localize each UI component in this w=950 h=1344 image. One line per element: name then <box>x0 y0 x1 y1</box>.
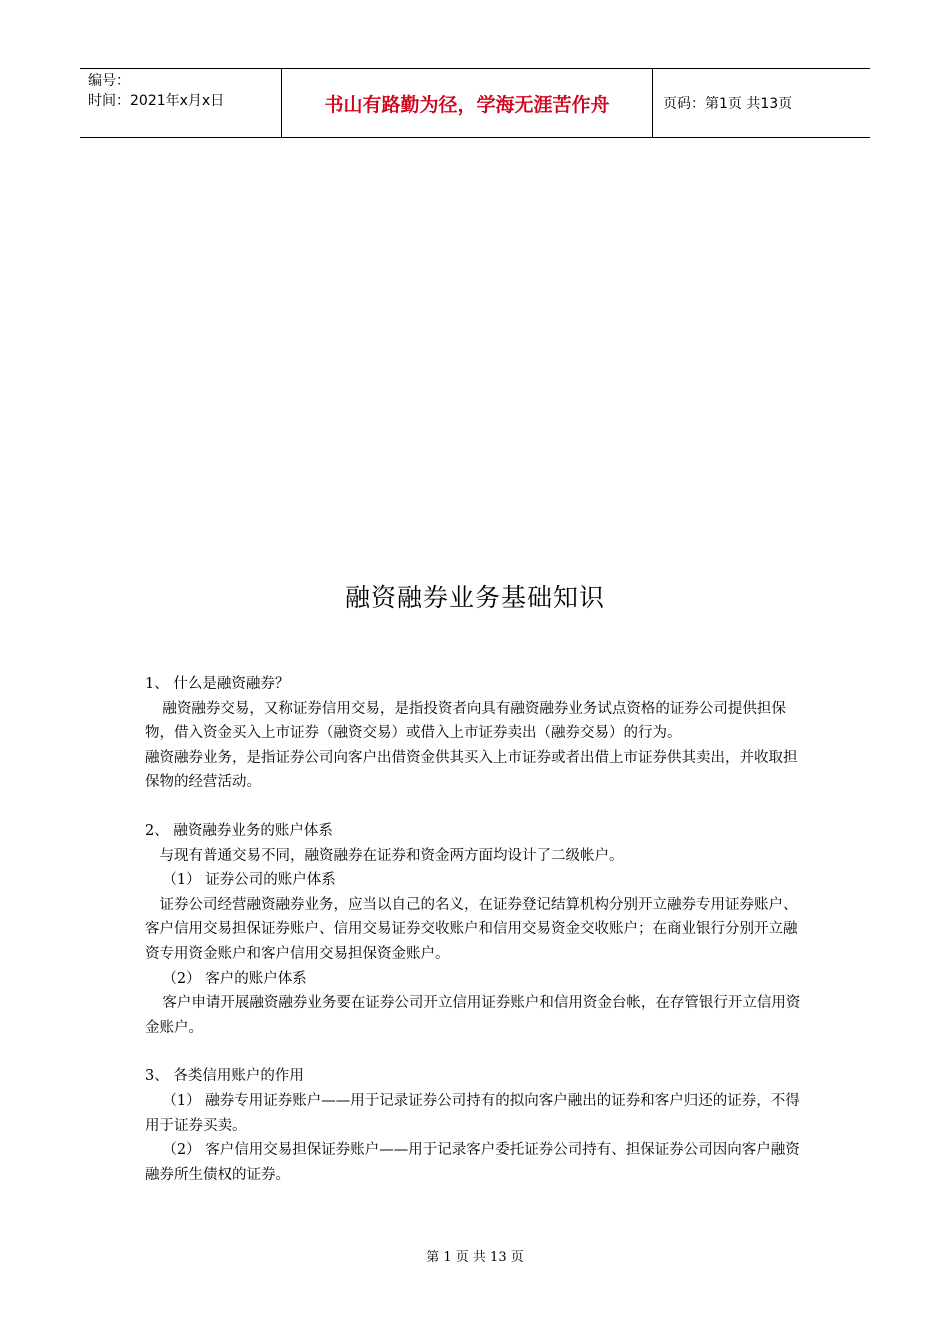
section-2-paragraph-3: 客户申请开展融资融券业务要在证券公司开立信用证券账户和信用资金台帐，在存管银行开立信用资金账户。 <box>145 995 801 1036</box>
section-2-subheading-2: （2） 客户的账户体系 <box>162 970 307 987</box>
section-3-item-1: （1） 融券专用证券账户——用于记录证券公司持有的拟向客户融出的证券和客户归还的证券，不得用于证券买卖。 <box>145 1092 800 1134</box>
spacer <box>145 1040 807 1064</box>
section-3-item-2: （2） 客户信用交易担保证券账户——用于记录客户委托证券公司持有、担保证券公司因向客户融资融券所生债权的证券。 <box>145 1142 800 1183</box>
spacer <box>145 795 807 819</box>
section-3-heading: 3、 各类信用账户的作用 <box>145 1068 304 1085</box>
document-time-label: 时间：2021年x月x日 <box>88 93 225 109</box>
document-body <box>145 672 807 1187</box>
header-page-label: 页码：第1页 共13页 <box>663 96 793 112</box>
document-title: 融资融券业务基础知识 <box>344 583 605 612</box>
section-1-heading: 1、 什么是融资融券？ <box>145 676 290 692</box>
section-1-paragraph-2: 融资融券业务，是指证券公司向客户出借资金供其买入上市证券或者出借上市证券供其卖出，并收取担保物的经营活动。 <box>145 749 798 791</box>
page-footer: 第 1 页 共 13 页 <box>426 1250 524 1265</box>
section-2-heading: 2、 融资融券业务的账户体系 <box>145 822 333 839</box>
header-table <box>80 68 870 138</box>
section-1-paragraph-1: 融资融券交易，又称证券信用交易，是指投资者向具有融资融券业务试点资格的证券公司提供担保物，借入资金买入上市证券（融资交易）或借入上市证券卖出（融券交易）的行为。 <box>145 700 786 742</box>
document-number-label: 编号： <box>88 73 130 89</box>
section-2-paragraph-2: 证券公司经营融资融券业务，应当以自己的名义，在证券登记结算机构分别开立融券专用证券账户、客户信用交易担保证券账户、信用交易证券交收账户和信用交易资金交收账户；在商业银行分别开立融资专用资金账户和客户信用交易担保资金账户。 <box>145 896 798 962</box>
header-meta-cell <box>80 69 281 137</box>
section-2-paragraph-1: 与现有普通交易不同，融资融券在证券和资金两方面均设计了二级帐户。 <box>159 847 624 864</box>
header-motto: 书山有路勤为径，学海无涯苦作舟 <box>281 69 653 137</box>
section-2-subheading-1: （1） 证券公司的账户体系 <box>162 872 336 889</box>
